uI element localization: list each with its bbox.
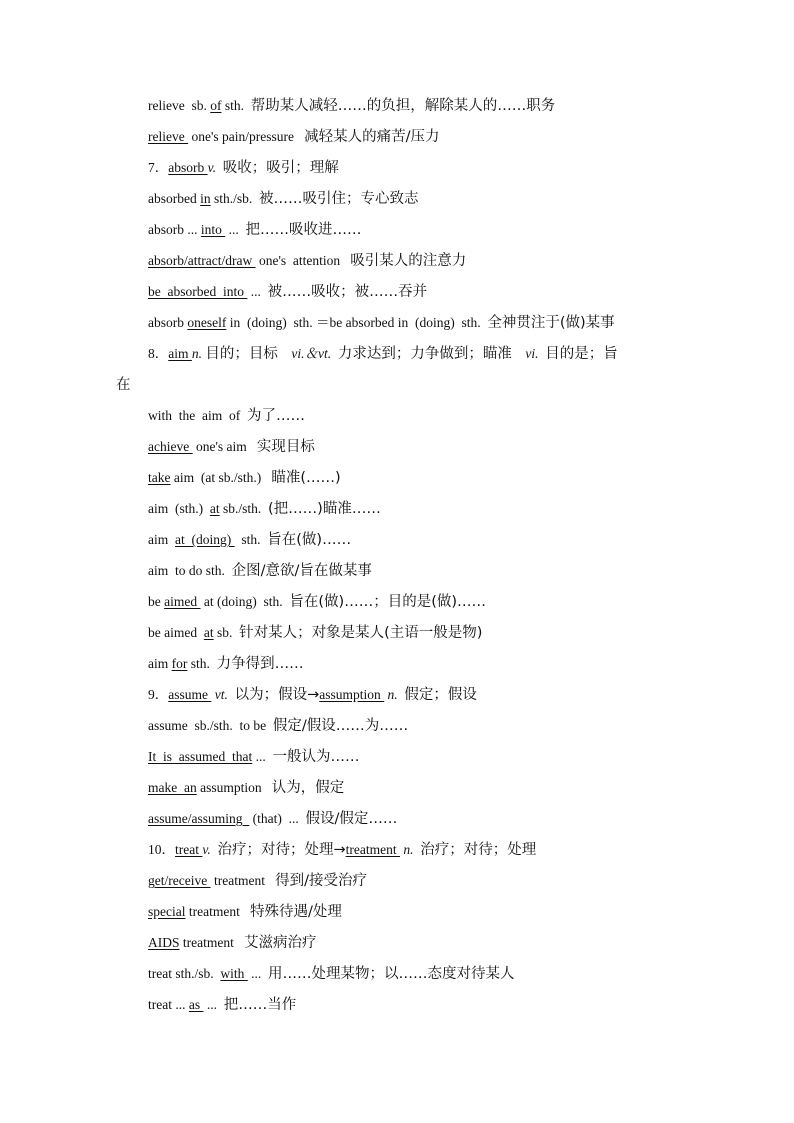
vocab-line [148,437,684,457]
vocab-line [148,654,684,674]
chinese-gloss: 得到/接受治疗 [275,873,367,889]
english-text: sth. [221,98,251,113]
underlined-term: for [171,656,188,671]
chinese-gloss: 在 [116,377,131,393]
english-text: vt. [214,687,228,702]
english-text [216,160,223,175]
english-text: assumption [196,780,272,795]
vocab-line [148,189,684,209]
underlined-term: relieve [148,129,189,144]
vocab-line [148,840,684,860]
underlined-term: in [200,191,211,206]
vocab-line [148,902,684,922]
english-text: at (doing) sth. [200,594,290,609]
vocab-line [148,251,684,271]
english-text: be aimed [148,625,204,640]
chinese-gloss: 假定/假设……为…… [272,718,409,734]
chinese-gloss: 帮助某人减轻……的负担，解除某人的……职务 [250,98,556,114]
underlined-term: It is assumed that [148,749,253,764]
underlined-term: absorb/attract/draw [148,253,256,268]
english-text [228,687,235,702]
vocab-line [148,592,684,612]
vocab-line [148,685,684,705]
english-text: sb./sth. [219,501,269,516]
english-text: sth. [187,656,217,671]
chinese-gloss: 认为，假定 [271,780,345,796]
chinese-gloss: 全神贯注于(做)某事 [487,315,615,331]
english-text: assume sb./sth. to be [148,718,273,733]
chinese-gloss: 为了…… [246,408,305,424]
chinese-gloss: 减轻某人的痛苦/压力 [304,129,440,145]
english-text: ... [252,749,273,764]
english-text [278,346,292,361]
underlined-term: at [203,625,214,640]
chinese-gloss: 力求达到；力争做到；瞄准 [337,346,512,362]
english-text: sb. [213,625,240,640]
chinese-gloss: 一般认为…… [272,749,360,765]
chinese-gloss: 被……吸收；被……吞并 [267,284,428,300]
underlined-term: AIDS [148,935,180,950]
english-text: v. [202,842,211,857]
vocab-line [148,995,684,1015]
english-text: absorb [148,315,188,330]
english-text: n. [403,842,414,857]
underlined-term: with [220,966,248,981]
english-text [331,346,338,361]
english-text: one's attention [255,253,351,268]
vocab-line [148,127,684,147]
underlined-term: aim [168,346,192,361]
english-text: ... [247,284,268,299]
english-text: ... [247,966,269,981]
chinese-gloss: 力争得到…… [216,656,304,672]
underlined-term: special [148,904,186,919]
english-text: 7． [148,160,169,175]
chinese-gloss: 瞄准(……) [271,470,341,486]
vocab-line [148,747,684,767]
underlined-term: of [210,98,222,113]
vocab-line [148,158,684,178]
chinese-gloss: 假定；假设 [404,687,477,703]
english-text: treat sth./sb. [148,966,221,981]
underlined-term: oneself [187,315,227,330]
chinese-gloss: 以为；假设→ [234,687,320,703]
english-text: treatment [210,873,276,888]
underlined-term: absorb [168,160,208,175]
chinese-gloss: 目的是；旨 [545,346,618,362]
underlined-term: assume/assuming [148,811,250,826]
chinese-gloss: 用……处理某物；以……态度对待某人 [268,966,515,982]
chinese-gloss: 治疗；对待；处理→ [217,842,346,858]
english-text: vi. [525,346,539,361]
english-text: aim to do sth. [148,563,232,578]
underlined-term: make an [148,780,197,795]
underlined-term: aimed [164,594,201,609]
vocab-line-continuation [116,375,684,395]
chinese-gloss: 旨在(做)…… [267,532,352,548]
english-text: ... [203,997,224,1012]
chinese-gloss: 目的；目标 [205,346,278,362]
vocab-line [148,933,684,953]
underlined-term: assume [168,687,212,702]
english-text: treat ... [148,997,189,1012]
english-text: with the aim of [148,408,247,423]
vocab-line [148,96,684,116]
underlined-term: treat [175,842,203,857]
english-text: one's pain/pressure [188,129,305,144]
vocab-line [148,716,684,736]
english-text: in (doing) sth. ＝be absorbed in (doing) sth. [226,315,488,330]
chinese-gloss: 治疗；对待；处理 [420,842,537,858]
english-text: 10． [148,842,175,857]
chinese-gloss: 实现目标 [256,439,315,455]
chinese-gloss: 艾滋病治疗 [244,935,317,951]
chinese-gloss: 旨在(做)……；目的是(做)…… [289,594,487,610]
vocab-line [148,344,684,364]
underlined-term: into [200,222,226,237]
english-text: aim (sth.) [148,501,210,516]
vocab-line [148,406,684,426]
english-text: n. [387,687,398,702]
english-text: one's aim [192,439,257,454]
vocab-line [148,561,684,581]
english-text: vi.＆vt. [291,346,332,361]
underlined-term: assumption [319,687,385,702]
vocab-line [148,282,684,302]
english-text: 8． [148,346,169,361]
vocab-line [148,220,684,240]
underlined-term: at (doing) [175,532,235,547]
chinese-gloss: (把……)瞄准…… [268,501,381,517]
chinese-gloss: 把……吸收进…… [245,222,362,238]
underlined-term: be absorbed into [148,284,248,299]
english-text: 9． [148,687,169,702]
chinese-gloss: 假设/假定…… [305,811,398,827]
english-text: be [148,594,165,609]
chinese-gloss: 吸引某人的注意力 [350,253,467,269]
english-text: sth./sb. [210,191,260,206]
vocab-line [148,530,684,550]
english-text: aim (at sb./sth.) [170,470,272,485]
english-text: aim [148,532,175,547]
english-text: absorbed [148,191,201,206]
underlined-term: treatment [345,842,400,857]
english-text [512,346,526,361]
english-text: treatment [185,904,250,919]
vocab-line [148,499,684,519]
english-text: relieve sb. [148,98,211,113]
english-text: ... [225,222,246,237]
chinese-gloss: 把……当作 [223,997,297,1013]
underlined-term: get/receive [148,873,211,888]
english-text: (that) ... [249,811,306,826]
vocab-line [148,964,684,984]
vocab-line [148,313,684,333]
english-text: v. [207,160,216,175]
vocab-line [148,623,684,643]
english-text: absorb ... [148,222,201,237]
chinese-gloss: 企图/意欲/旨在做某事 [231,563,372,579]
underlined-term: take [148,470,171,485]
english-text: sth. [234,532,268,547]
chinese-gloss: 吸收；吸引；理解 [222,160,339,176]
vocab-line [148,778,684,798]
vocab-line [148,809,684,829]
chinese-gloss: 针对某人；对象是某人(主语一般是物) [239,625,483,641]
english-text: treatment [179,935,244,950]
chinese-gloss: 被……吸引住；专心致志 [259,191,419,207]
english-text: aim [148,656,172,671]
underlined-term: as [188,997,204,1012]
chinese-gloss: 特殊待遇/处理 [249,904,342,920]
english-text: n. [191,346,202,361]
vocab-line [148,871,684,891]
underlined-term: achieve [148,439,193,454]
vocab-line [148,468,684,488]
underlined-term: at [209,501,220,516]
